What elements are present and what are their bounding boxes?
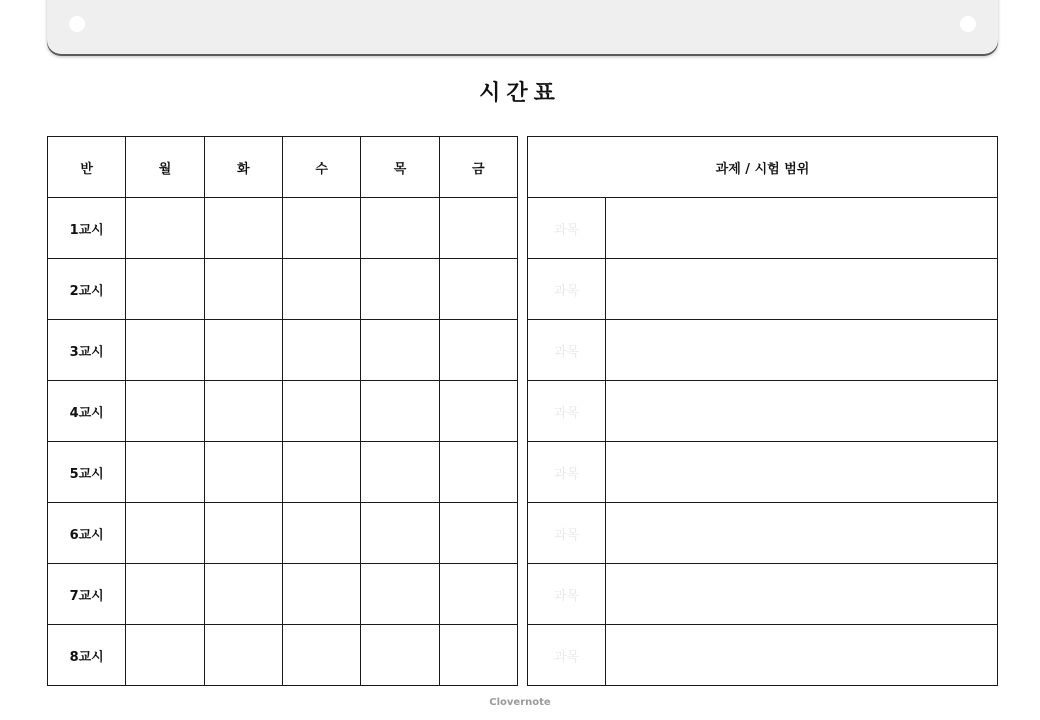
binder-hole-left xyxy=(69,16,85,32)
timetable-cell[interactable] xyxy=(282,625,360,686)
timetable-cell[interactable] xyxy=(204,625,282,686)
timetable-cell[interactable] xyxy=(439,198,517,259)
timetable-cell[interactable] xyxy=(126,198,204,259)
timetable-cell[interactable] xyxy=(439,503,517,564)
period-row xyxy=(48,564,518,625)
timetable-cell[interactable] xyxy=(439,259,517,320)
task-row xyxy=(528,442,998,503)
timetable-cell[interactable] xyxy=(126,259,204,320)
timetable-cell[interactable] xyxy=(439,625,517,686)
header-mon: 월 xyxy=(126,137,204,198)
header-tue: 화 xyxy=(204,137,282,198)
timetable-cell[interactable] xyxy=(126,320,204,381)
subject-field[interactable]: 과목 xyxy=(528,625,606,686)
timetable-cell[interactable] xyxy=(126,625,204,686)
timetable-cell[interactable] xyxy=(126,442,204,503)
tasks-header: 과제 / 시험 범위 xyxy=(528,137,998,198)
timetable-cell[interactable] xyxy=(361,259,439,320)
period-row xyxy=(48,259,518,320)
timetable-cell[interactable] xyxy=(361,442,439,503)
timetable-cell[interactable] xyxy=(439,381,517,442)
task-row xyxy=(528,259,998,320)
subject-field[interactable]: 과목 xyxy=(528,320,606,381)
page-title: 시간표 xyxy=(479,81,561,106)
period-row xyxy=(48,381,518,442)
timetable-cell[interactable] xyxy=(204,259,282,320)
timetable-cell[interactable] xyxy=(204,320,282,381)
tasks-table xyxy=(527,136,998,686)
timetable-cell[interactable] xyxy=(282,503,360,564)
subject-field[interactable]: 과목 xyxy=(528,442,606,503)
timetable-cell[interactable] xyxy=(361,625,439,686)
timetable-cell[interactable] xyxy=(204,564,282,625)
subject-field[interactable]: 과목 xyxy=(528,198,606,259)
timetable-cell[interactable] xyxy=(126,564,204,625)
task-note-field[interactable] xyxy=(606,564,998,625)
timetable-cell[interactable] xyxy=(361,564,439,625)
subject-field[interactable]: 과목 xyxy=(528,259,606,320)
task-row xyxy=(528,625,998,686)
tasks-header-row xyxy=(528,137,998,198)
period-label: 1교시 xyxy=(48,198,126,259)
task-row xyxy=(528,320,998,381)
task-note-field[interactable] xyxy=(606,625,998,686)
header-class: 반 xyxy=(48,137,126,198)
period-label: 6교시 xyxy=(48,503,126,564)
period-label: 5교시 xyxy=(48,442,126,503)
timetable-cell[interactable] xyxy=(204,503,282,564)
task-note-field[interactable] xyxy=(606,259,998,320)
task-note-field[interactable] xyxy=(606,198,998,259)
timetable-cell[interactable] xyxy=(361,381,439,442)
period-row xyxy=(48,442,518,503)
brand-footer: Clovernote xyxy=(489,697,551,708)
timetable-cell[interactable] xyxy=(361,198,439,259)
period-row xyxy=(48,198,518,259)
timetable-cell[interactable] xyxy=(282,198,360,259)
task-note-field[interactable] xyxy=(606,503,998,564)
subject-field[interactable]: 과목 xyxy=(528,564,606,625)
timetable-cell[interactable] xyxy=(282,381,360,442)
subject-field[interactable]: 과목 xyxy=(528,381,606,442)
timetable-cell[interactable] xyxy=(126,503,204,564)
task-note-field[interactable] xyxy=(606,320,998,381)
period-row xyxy=(48,320,518,381)
period-row xyxy=(48,503,518,564)
period-label: 2교시 xyxy=(48,259,126,320)
timetable-cell[interactable] xyxy=(282,320,360,381)
timetable-header-row xyxy=(48,137,518,198)
task-note-field[interactable] xyxy=(606,442,998,503)
period-label: 3교시 xyxy=(48,320,126,381)
task-row xyxy=(528,198,998,259)
binder-hole-right xyxy=(960,16,976,32)
timetable-cell[interactable] xyxy=(204,442,282,503)
header-wed: 수 xyxy=(282,137,360,198)
timetable-cell[interactable] xyxy=(439,442,517,503)
header-fri: 금 xyxy=(439,137,517,198)
timetable-cell[interactable] xyxy=(282,259,360,320)
binder-strip xyxy=(47,0,998,54)
period-label: 7교시 xyxy=(48,564,126,625)
task-row xyxy=(528,381,998,442)
header-thu: 목 xyxy=(361,137,439,198)
timetable-cell[interactable] xyxy=(126,381,204,442)
period-label: 4교시 xyxy=(48,381,126,442)
timetable-cell[interactable] xyxy=(204,198,282,259)
timetable-cell[interactable] xyxy=(282,442,360,503)
subject-field[interactable]: 과목 xyxy=(528,503,606,564)
timetable-cell[interactable] xyxy=(361,320,439,381)
timetable-cell[interactable] xyxy=(439,320,517,381)
task-note-field[interactable] xyxy=(606,381,998,442)
timetable-cell[interactable] xyxy=(204,381,282,442)
task-row xyxy=(528,503,998,564)
period-row xyxy=(48,625,518,686)
timetable-cell[interactable] xyxy=(439,564,517,625)
timetable-cell[interactable] xyxy=(282,564,360,625)
task-row xyxy=(528,564,998,625)
period-label: 8교시 xyxy=(48,625,126,686)
timetable xyxy=(47,136,518,686)
timetable-cell[interactable] xyxy=(361,503,439,564)
